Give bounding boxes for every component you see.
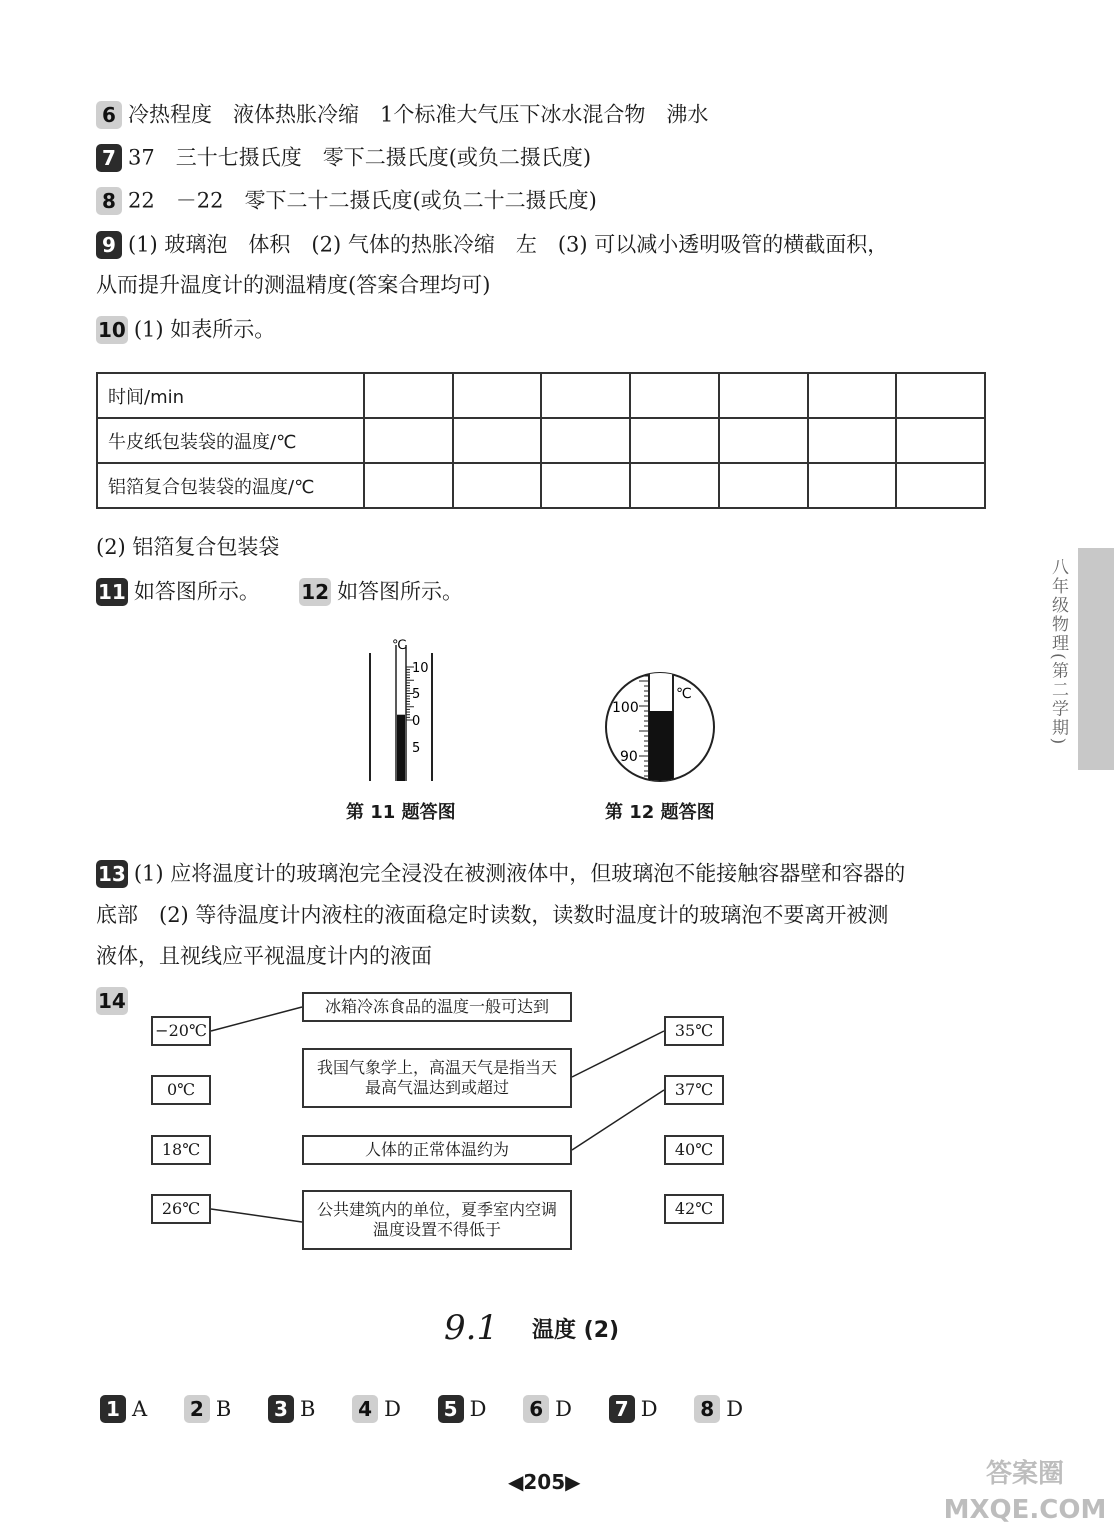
unit-label: ℃ bbox=[676, 686, 692, 702]
choice-answer: B bbox=[299, 1397, 316, 1421]
answer-8 bbox=[96, 184, 597, 216]
thermometer-figure-11 bbox=[360, 635, 450, 783]
description-box: 冰箱冷冻食品的温度一般可达到 bbox=[302, 992, 572, 1022]
answer-text: 如答图所示。 bbox=[133, 579, 260, 604]
answer-text: (1) 应将温度计的玻璃泡完全浸没在被测液体中，但玻璃泡不能接触容器壁和容器的 bbox=[133, 861, 906, 886]
answer-text: (1) 玻璃泡 体积 (2) 气体的热胀冷缩 左 (3) 可以减小透明吸管的横截面积， bbox=[128, 232, 889, 257]
row-header: 铝箔复合包装袋的温度/℃ bbox=[97, 463, 364, 508]
question-number: 11 bbox=[98, 579, 126, 604]
question-number: 13 bbox=[98, 861, 126, 886]
answer-9-continuation: 从而提升温度计的测温精度(答案合理均可) bbox=[96, 273, 491, 297]
choice-answer: D bbox=[726, 1397, 744, 1421]
question-number: 8 bbox=[694, 1395, 720, 1423]
figure-12-caption: 第 12 题答图 bbox=[605, 802, 715, 823]
side-tab bbox=[1038, 548, 1114, 770]
tick-label: 10 bbox=[412, 661, 429, 676]
tick-label: 100 bbox=[612, 700, 639, 716]
choice-answer: B bbox=[215, 1397, 232, 1421]
question-number: 14 bbox=[98, 988, 126, 1013]
choice-answer: A bbox=[132, 1397, 148, 1421]
answer-text: 如答图所示。 bbox=[337, 579, 464, 604]
answer-10-part2: (2) 铝箔复合包装袋 bbox=[96, 535, 280, 559]
answer-13-line3: 液体，且视线应平视温度计内的液面 bbox=[96, 944, 432, 968]
liquid-column bbox=[649, 711, 673, 786]
question-number: 8 bbox=[96, 187, 122, 215]
description-box: 人体的正常体温约为 bbox=[302, 1135, 572, 1165]
question-number: 9 bbox=[96, 231, 122, 259]
right-temp-box: 40℃ bbox=[664, 1135, 724, 1165]
question-number: 10 bbox=[98, 317, 126, 342]
tick-label: 90 bbox=[620, 749, 638, 765]
question-number: 6 bbox=[523, 1395, 549, 1423]
description-box: 我国气象学上，高温天气是指当天最高气温达到或超过 bbox=[302, 1048, 572, 1108]
chevron-left-icon: ◀ bbox=[508, 1470, 524, 1494]
question-number: 7 bbox=[96, 144, 122, 172]
left-temp-box: 0℃ bbox=[151, 1075, 211, 1105]
answer-9 bbox=[96, 228, 888, 260]
side-tab-bar bbox=[1078, 548, 1114, 770]
question-number: 6 bbox=[96, 101, 122, 129]
question-number: 12 bbox=[301, 579, 330, 604]
table-row bbox=[97, 463, 985, 508]
row-header: 时间/min bbox=[97, 373, 364, 418]
tick-label: 5 bbox=[412, 687, 421, 702]
question-number: 2 bbox=[184, 1395, 210, 1423]
answer-10 bbox=[96, 313, 275, 345]
description-box: 公共建筑内的单位，夏季室内空调温度设置不得低于 bbox=[302, 1190, 572, 1250]
choice-answer: D bbox=[469, 1397, 487, 1421]
chevron-right-icon: ▶ bbox=[565, 1470, 581, 1494]
thermometer-figure-12 bbox=[602, 668, 718, 786]
answer-13-line2: 底部 (2) 等待温度计内液柱的液面稳定时读数，读数时温度计的玻璃泡不要离开被测 bbox=[96, 903, 889, 927]
answer-11-12 bbox=[96, 575, 463, 607]
page-number-value: 205 bbox=[523, 1470, 566, 1494]
right-temp-box: 37℃ bbox=[664, 1075, 724, 1105]
answer-text: 37 三十七摄氏度 零下二摄氏度(或负二摄氏度) bbox=[128, 145, 592, 170]
tick-label: 5 bbox=[412, 741, 421, 756]
watermark-logo: 答案圈 MXQE.COM bbox=[943, 1459, 1107, 1525]
table-row bbox=[97, 418, 985, 463]
left-temp-box: 18℃ bbox=[151, 1135, 211, 1165]
choice-answer: D bbox=[640, 1397, 658, 1421]
tick-label: 0 bbox=[412, 714, 421, 729]
question-number: 4 bbox=[352, 1395, 378, 1423]
answer-13 bbox=[96, 857, 905, 889]
answer-6 bbox=[96, 98, 708, 130]
side-tab-label: 八年级物理(第二学期) bbox=[1048, 558, 1068, 747]
temperature-table bbox=[96, 372, 986, 509]
right-temp-box: 42℃ bbox=[664, 1194, 724, 1224]
right-temp-box: 35℃ bbox=[664, 1016, 724, 1046]
answer-7 bbox=[96, 141, 591, 173]
choice-answers bbox=[100, 1395, 743, 1423]
row-header: 牛皮纸包装袋的温度/℃ bbox=[97, 418, 364, 463]
question-number: 5 bbox=[438, 1395, 464, 1423]
page-number bbox=[508, 1470, 581, 1494]
choice-answer: D bbox=[555, 1397, 573, 1421]
unit-label: ℃ bbox=[392, 638, 407, 653]
answer-text: 冷热程度 液体热胀冷缩 1个标准大气压下冰水混合物 沸水 bbox=[128, 102, 709, 127]
question-14-label bbox=[96, 984, 134, 1015]
left-temp-box: −20℃ bbox=[151, 1016, 211, 1046]
left-temp-box: 26℃ bbox=[151, 1194, 211, 1224]
question-number: 3 bbox=[268, 1395, 294, 1423]
section-title: 温度 (2) bbox=[532, 1318, 620, 1343]
liquid-column bbox=[397, 715, 405, 781]
choice-answer: D bbox=[384, 1397, 401, 1421]
answer-text: 22 －22 零下二十二摄氏度(或负二十二摄氏度) bbox=[128, 188, 597, 213]
figure-11-caption: 第 11 题答图 bbox=[346, 802, 456, 823]
question-number: 7 bbox=[609, 1395, 635, 1423]
section-number: 9.1 bbox=[444, 1308, 499, 1348]
answer-text: (1) 如表所示。 bbox=[133, 317, 276, 342]
question-number: 1 bbox=[100, 1395, 126, 1423]
table-row bbox=[97, 373, 985, 418]
